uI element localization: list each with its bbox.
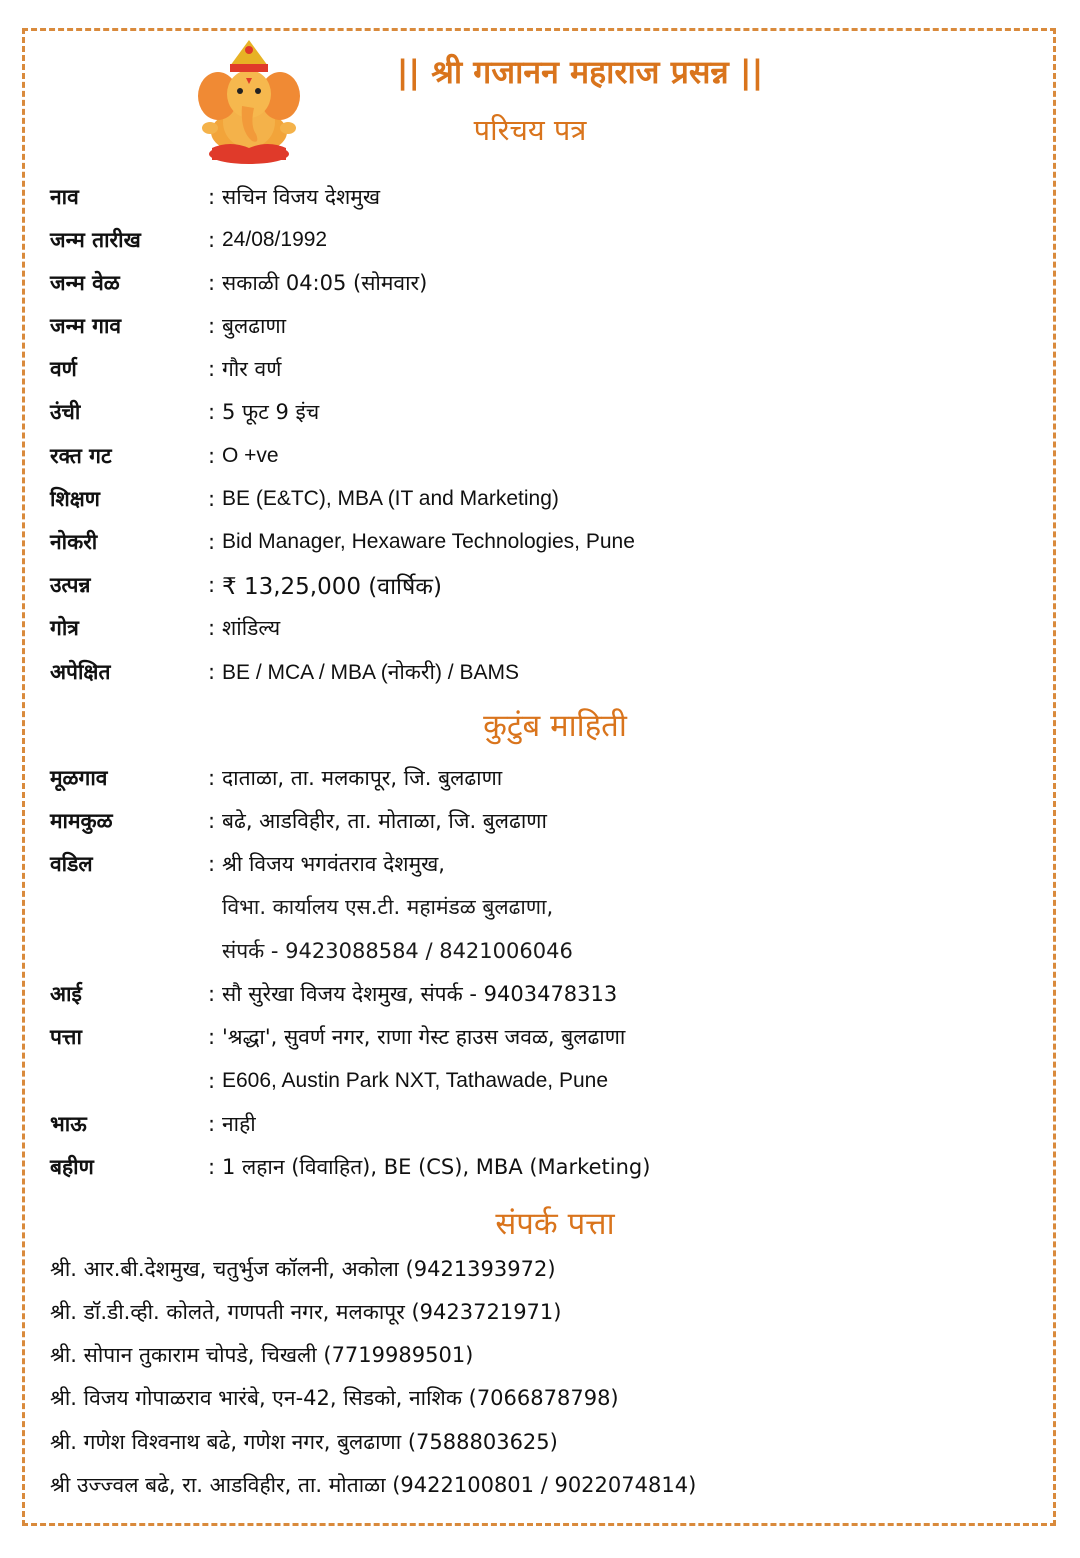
field-label: मामकुळ <box>50 809 113 833</box>
field-value: 'श्रद्धा', सुवर्ण नगर, राणा गेस्ट हाउस जवळ, बुलढाणा <box>222 1025 626 1049</box>
field-value: 24/08/1992 <box>222 228 328 251</box>
page-title: || श्री गजानन महाराज प्रसन्न || <box>396 53 764 91</box>
profile-row: गोत्र : शांडिल्य <box>50 616 281 640</box>
field-label: नोकरी <box>50 530 98 554</box>
profile-row: जन्म तारीख : 24/08/1992 <box>50 228 328 252</box>
family-row: वडिल : श्री विजय भगवंतराव देशमुख, <box>50 852 445 876</box>
field-value: बुलढाणा <box>222 314 287 338</box>
field-label: गोत्र <box>50 616 79 640</box>
profile-row: शिक्षण : BE (E&TC), MBA (IT and Marketing) <box>50 487 559 511</box>
field-value: दाताळा, ता. मलकापूर, जि. बुलढाणा <box>222 766 503 790</box>
field-label: वर्ण <box>50 357 77 381</box>
contact-item: श्री. गणेश विश्वनाथ बढे, गणेश नगर, बुलढाणा (7588803625) <box>50 1430 558 1454</box>
profile-row: उंची : 5 फूट 9 इंच <box>50 400 320 424</box>
field-value: 5 फूट 9 इंच <box>222 400 320 424</box>
field-label: पत्ता <box>50 1025 82 1049</box>
contact-item: श्री उज्ज्वल बढे, रा. आडविहीर, ता. मोताळा (9422100801 / 9022074814) <box>50 1473 697 1497</box>
family-row: बहीण : 1 लहान (विवाहित), BE (CS), MBA (Marketing) <box>50 1155 651 1179</box>
family-row: मामकुळ : बढे, आडविहीर, ता. मोताळा, जि. बुलढाणा <box>50 809 547 833</box>
field-label: नाव <box>50 185 79 209</box>
field-value: श्री विजय भगवंतराव देशमुख, <box>222 852 445 876</box>
page-subtitle: परिचय पत्र <box>473 113 587 147</box>
field-label: उंची <box>50 400 81 424</box>
profile-row: रक्त गट : O +ve <box>50 444 279 468</box>
field-label: जन्म वेळ <box>50 271 120 295</box>
family-row: भाऊ : नाही <box>50 1112 256 1136</box>
field-value: सचिन विजय देशमुख <box>222 185 381 209</box>
field-label: अपेक्षित <box>50 660 111 684</box>
profile-row: वर्ण : गौर वर्ण <box>50 357 282 381</box>
field-value: सौ सुरेखा विजय देशमुख, संपर्क - 9403478313 <box>222 982 618 1006</box>
field-label: रक्त गट <box>50 444 112 468</box>
contact-item: श्री. आर.बी.देशमुख, चतुर्भुज कॉलनी, अकोला (9421393972) <box>50 1257 556 1281</box>
field-value: BE / MCA / MBA (नोकरी) / BAMS <box>222 661 519 684</box>
contact-heading: संपर्क पत्ता <box>495 1206 615 1242</box>
field-label: भाऊ <box>50 1112 87 1136</box>
field-label: बहीण <box>50 1155 94 1179</box>
field-label: वडिल <box>50 852 93 876</box>
profile-row: नाव : सचिन विजय देशमुख <box>50 185 381 209</box>
field-value: BE (E&TC), MBA (IT and Marketing) <box>222 487 559 510</box>
field-label: आई <box>50 982 82 1006</box>
field-label: शिक्षण <box>50 487 100 511</box>
family-row: आई : सौ सुरेखा विजय देशमुख, संपर्क - 9403478313 <box>50 982 618 1006</box>
field-label: उत्पन्न <box>50 573 91 597</box>
field-label: जन्म गाव <box>50 314 122 338</box>
field-value: गौर वर्ण <box>222 357 282 381</box>
profile-row: उत्पन्न : ₹ 13,25,000 (वार्षिक) <box>50 568 442 602</box>
contact-item: श्री. डॉ.डी.व्ही. कोलते, गणपती नगर, मलकापूर (9423721971) <box>50 1300 562 1324</box>
family-heading: कुटुंब माहिती <box>483 708 627 744</box>
field-value: 1 लहान (विवाहित), BE (CS), MBA (Marketing) <box>222 1155 651 1179</box>
profile-row: जन्म वेळ : सकाळी 04:05 (सोमवार) <box>50 271 428 295</box>
field-value: E606, Austin Park NXT, Tathawade, Pune <box>222 1069 609 1092</box>
father-contact: संपर्क - 9423088584 / 8421006046 <box>222 939 573 963</box>
profile-row: अपेक्षित : BE / MCA / MBA (नोकरी) / BAMS <box>50 660 519 684</box>
field-value: Bid Manager, Hexaware Technologies, Pune <box>222 530 635 553</box>
contact-item: श्री. विजय गोपाळराव भारंबे, एन-42, सिडको, नाशिक (7066878798) <box>50 1386 619 1410</box>
field-value: सकाळी 04:05 (सोमवार) <box>222 271 428 295</box>
field-label: मूळगाव <box>50 766 108 790</box>
field-value: ₹ 13,25,000 (वार्षिक) <box>222 574 442 600</box>
family-row: पत्ता : 'श्रद्धा', सुवर्ण नगर, राणा गेस्ट हाउस जवळ, बुलढाणा <box>50 1025 626 1049</box>
field-value: O +ve <box>222 444 279 467</box>
contact-item: श्री. सोपान तुकाराम चोपडे, चिखली (7719989501) <box>50 1343 474 1367</box>
field-label: जन्म तारीख <box>50 228 141 252</box>
field-value: शांडिल्य <box>222 616 281 640</box>
family-row: : E606, Austin Park NXT, Tathawade, Pune <box>208 1069 609 1093</box>
family-row: मूळगाव : दाताळा, ता. मलकापूर, जि. बुलढाणा <box>50 766 503 790</box>
profile-row: नोकरी : Bid Manager, Hexaware Technologies, Pune <box>50 530 635 554</box>
father-office: विभा. कार्यालय एस.टी. महामंडळ बुलढाणा, <box>222 895 554 919</box>
ganesha-icon <box>190 36 308 168</box>
field-value: नाही <box>222 1112 256 1136</box>
profile-row: जन्म गाव : बुलढाणा <box>50 314 287 338</box>
field-value: बढे, आडविहीर, ता. मोताळा, जि. बुलढाणा <box>222 809 547 833</box>
